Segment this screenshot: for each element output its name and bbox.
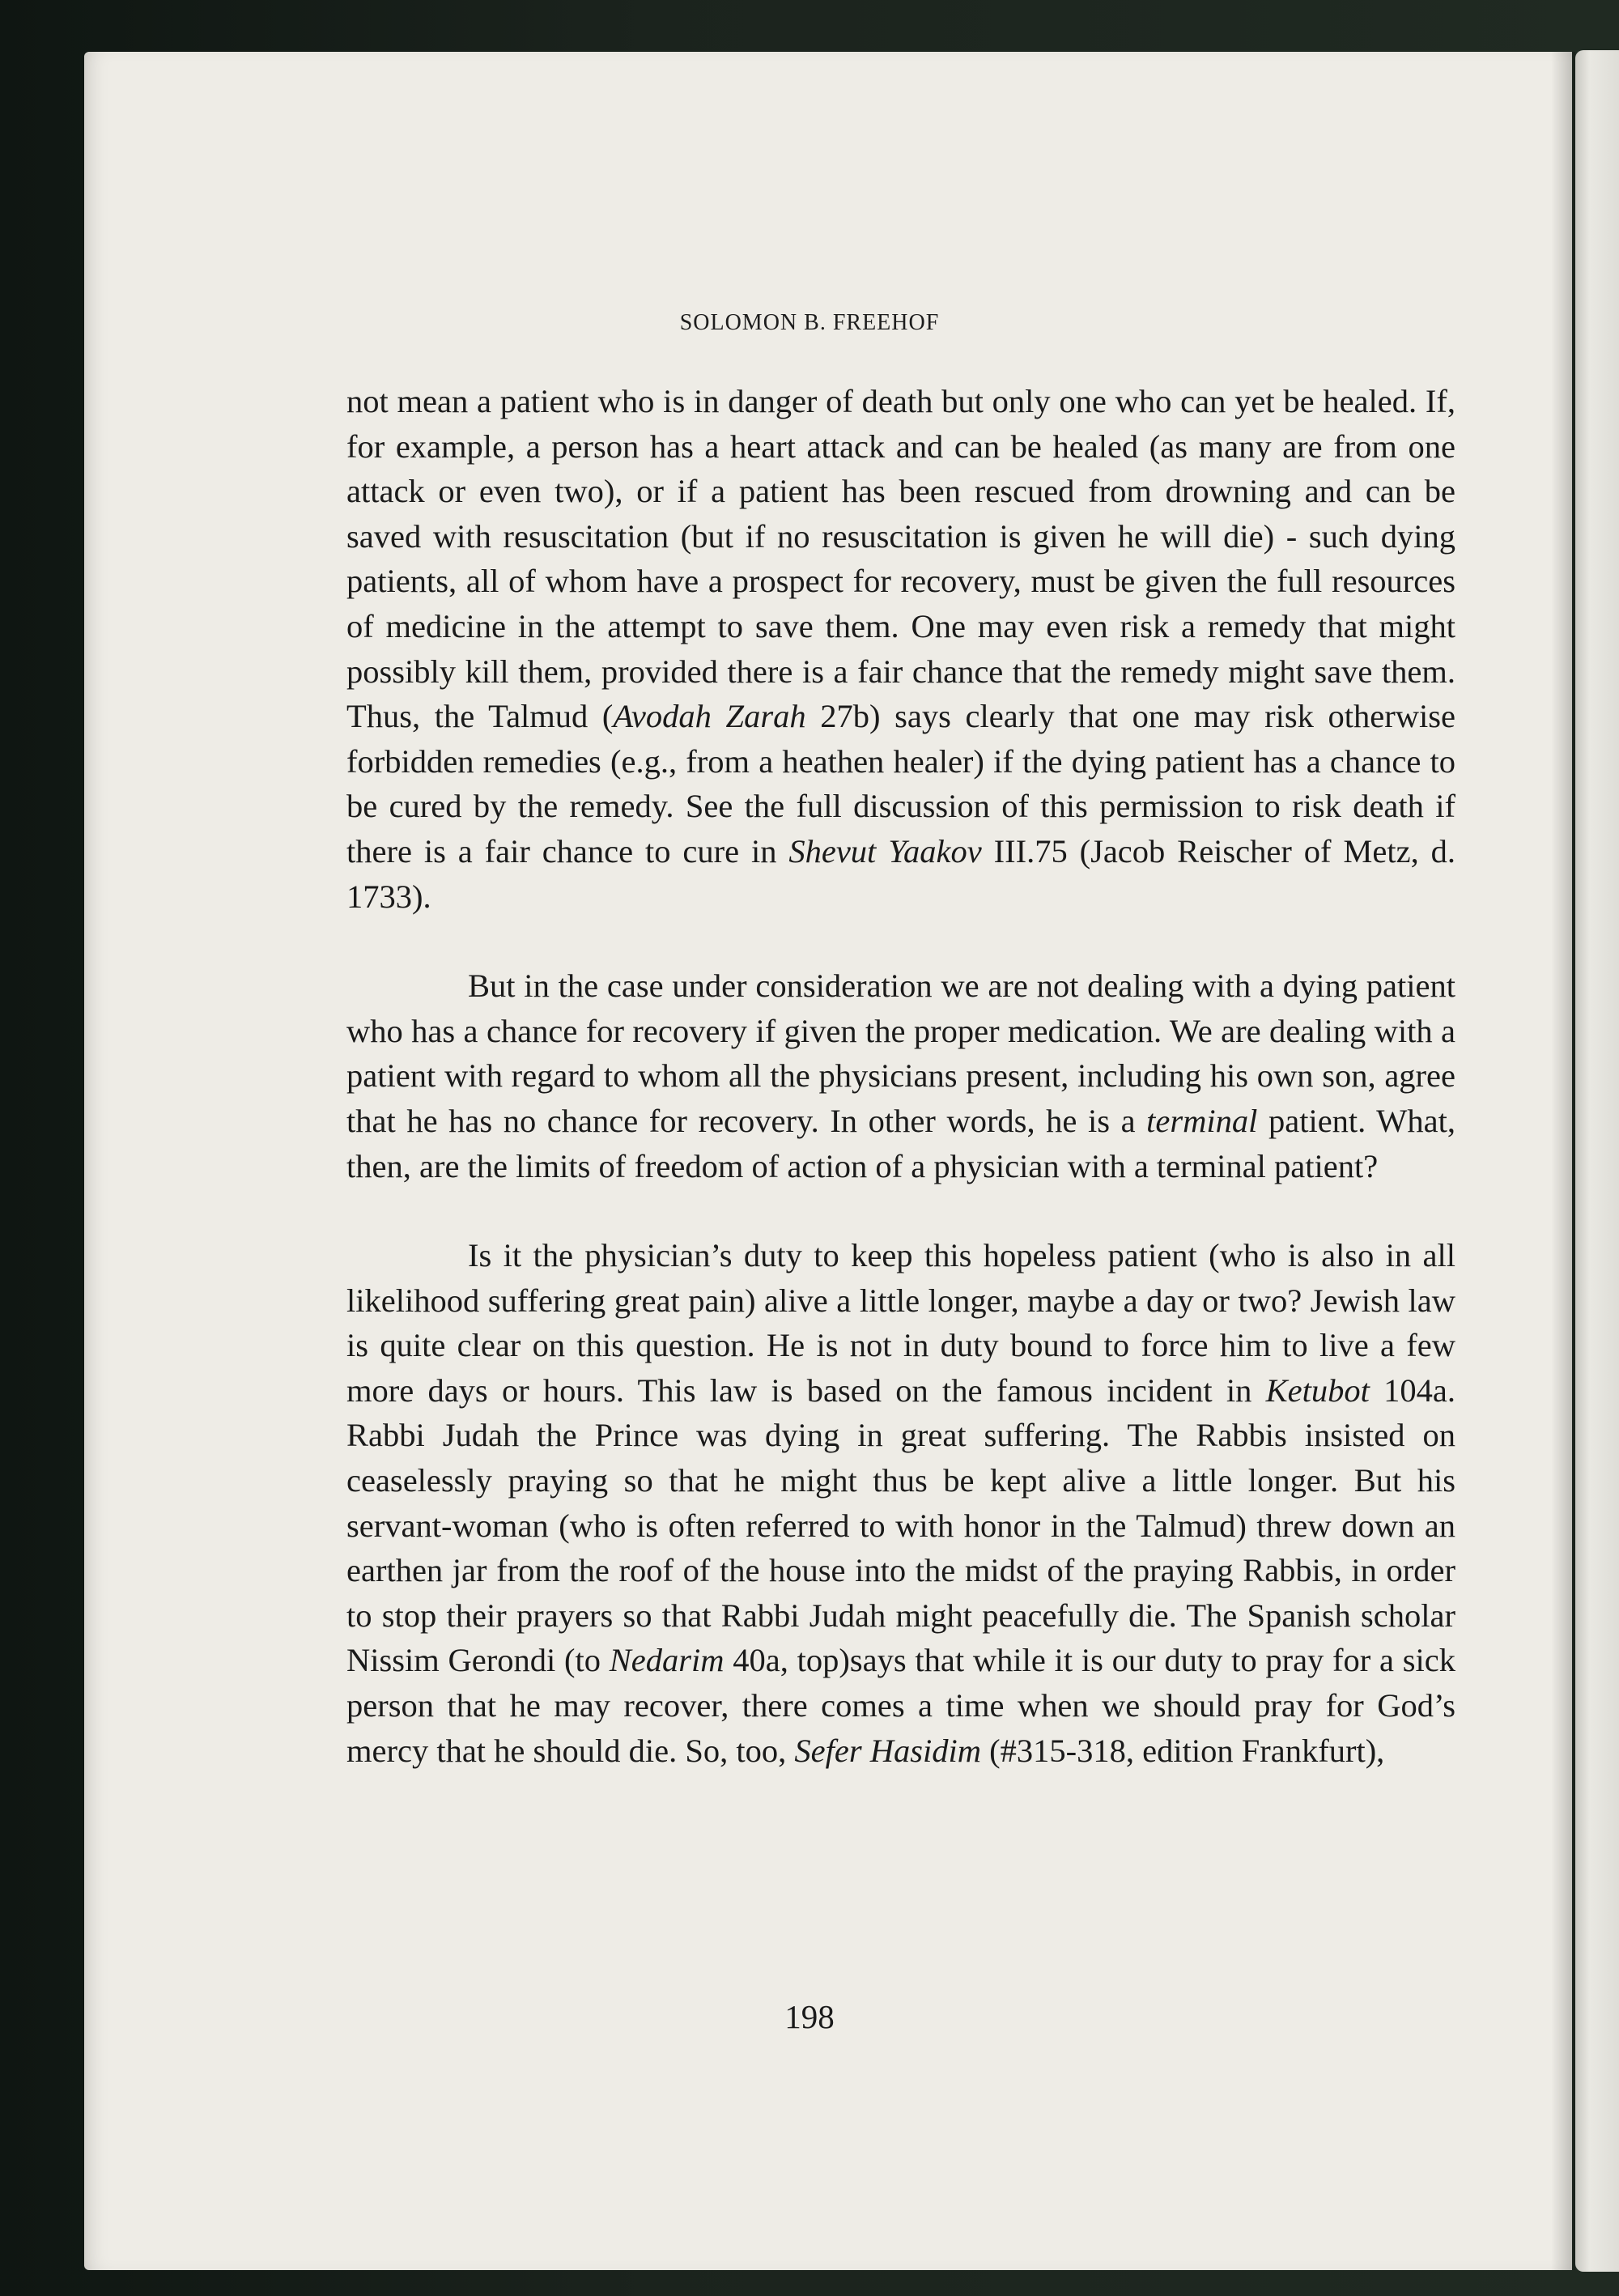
- page-number: 198: [784, 1998, 835, 2035]
- italic-citation: Avodah Zarah: [613, 698, 806, 735]
- text-run: Is it the physician’s duty to keep this hopeless patient (who is also in all likelihood suffering great pain) alive a little longer, maybe a day or two? Jewish law is quite clear on this question. He is not in duty bound to force him to live a few more days or hours. This law is based on the famous incident in: [346, 1237, 1455, 1409]
- paragraph: [346, 963, 1455, 1188]
- running-head: SOLOMON B. FREEHOF: [679, 310, 940, 335]
- gutter-shadow: [1551, 52, 1575, 2270]
- text-run: But in the case under consideration we are not dealing with a dying patient who has a chance for recovery if given the proper medication. We are dealing with a patient with regard to whom all the physicians present, including his own son, agree that he has no chance for recovery. In other words, he is a: [346, 967, 1455, 1139]
- text-run: 27b) says clearly that one may risk otherwise forbidden remedies (e.g., from a heathen healer) if the dying patient has a chance to be cured by the remedy. See the full discussion of this permission to risk death if there is a fair chance to cure in: [346, 698, 1455, 870]
- text-run: not mean a patient who is in danger of death but only one who can yet be healed. If, for example, a person has a heart attack and can be healed (as many are from one attack or even two), or if a patient has been rescued from drowning and can be saved with resuscitation (but if no resuscitation is given he will die) - such dying patients, all of whom have a prospect for recovery, must be given the full resources of medicine in the attempt to save them. One may even risk a remedy that might possibly kill them, provided there is a fair chance that the remedy might save them. Thus, the Talmud (: [346, 383, 1455, 735]
- text-run: 104a. Rabbi Judah the Prince was dying in great suffering. The Rabbis insisted on ceaselessly praying so that he might thus be kept alive a little longer. But his servant-woman (who is often referred to with honor in the Talmud) threw down an earthen jar from the roof of the house into the midst of the praying Rabbis, in order to stop their prayers so that Rabbi Judah might peacefully die. The Spanish scholar Nissim Gerondi (to: [346, 1371, 1455, 1679]
- italic-citation: Shevut Yaakov: [788, 832, 982, 870]
- facing-page-edge: [1575, 50, 1619, 2272]
- text-run: patient. What, then, are the limits of freedom of action of a physician with a terminal patient?: [346, 1102, 1455, 1184]
- paragraph: [346, 1233, 1455, 1773]
- italic-citation: Ketubot: [1265, 1371, 1370, 1409]
- italic-citation: terminal: [1146, 1102, 1258, 1139]
- italic-citation: Sefer Hasidim: [794, 1732, 982, 1769]
- italic-citation: Nedarim: [609, 1642, 725, 1679]
- text-run: III.75 (Jacob Reischer of Metz, d. 1733).: [346, 832, 1455, 915]
- body-text: [346, 379, 1455, 1773]
- text-run: 40a, top)says that while it is our duty to pray for a sick person that he may recover, there comes a time when we should pray for God’s mercy that he should die. So, too,: [346, 1642, 1455, 1769]
- paragraph: [346, 379, 1455, 919]
- text-run: (#315-318, edition Frankfurt),: [981, 1732, 1385, 1769]
